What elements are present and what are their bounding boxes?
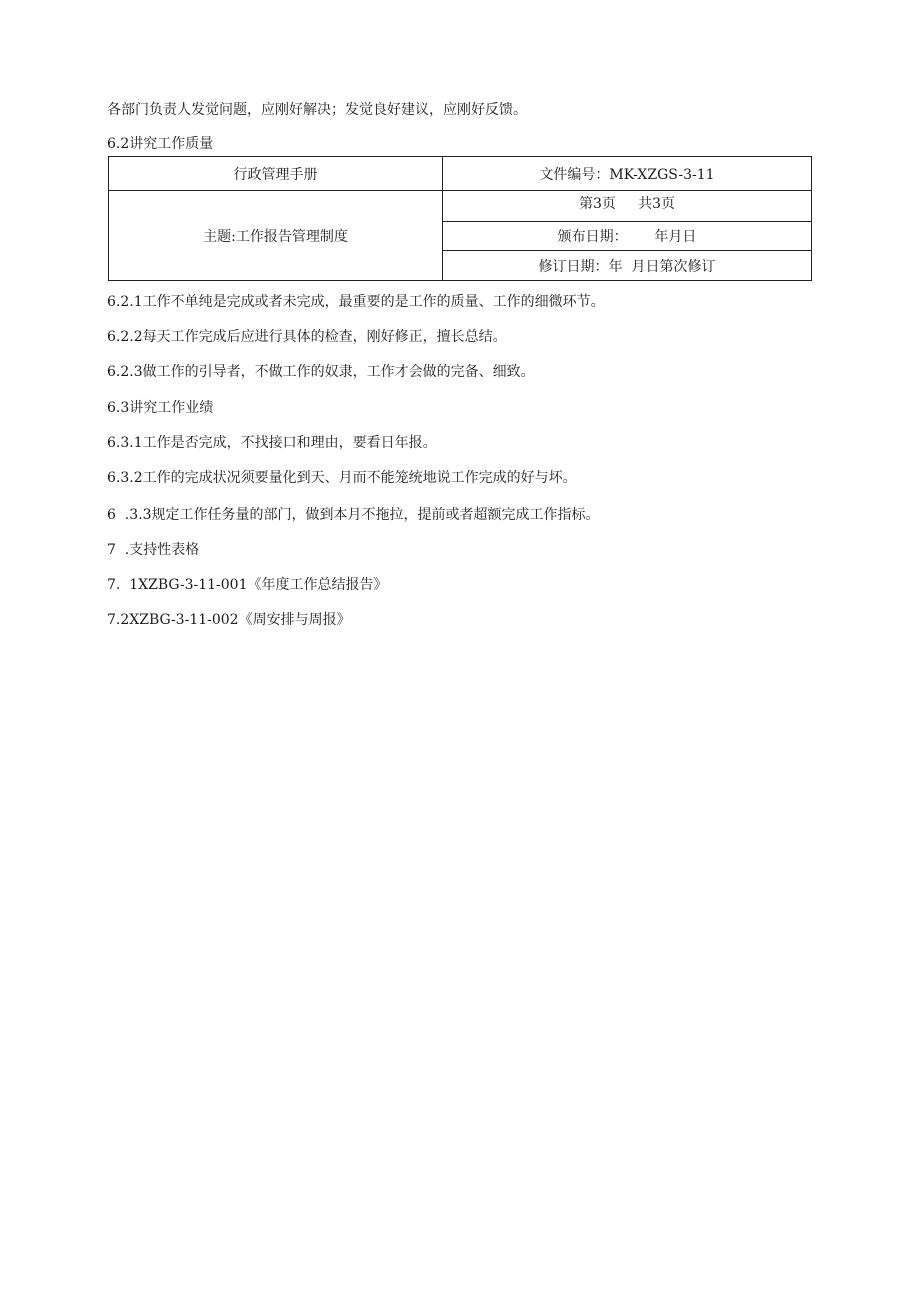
list-item: 6.3.1工作是否完成，不找接口和理由，要看日年报。 (107, 435, 437, 451)
list-item: 6.2.3做工作的引导者，不做工作的奴隶，工作才会做的完备、细致。 (107, 364, 535, 380)
section-heading-6-3: 6.3讲究工作业绩 (107, 400, 214, 416)
list-item: 6.3.2工作的完成状况须要量化到天、月而不能笼统地说工作完成的好与坏。 (107, 470, 577, 486)
intro-paragraph: 各部门负责人发觉问题，应刚好解决；发觉良好建议，应刚好反馈。 (107, 102, 527, 118)
issue-date: 颁布日期： 年月日 (443, 222, 812, 251)
list-item: 6 .3.3规定工作任务量的部门，做到本月不拖拉，提前或者超额完成工作指标。 (107, 507, 600, 523)
section-heading-7: 7 .支持性表格 (107, 542, 200, 558)
section-heading-6-2: 6.2讲究工作质量 (107, 136, 214, 152)
list-item: 6.2.2每天工作完成后应进行具体的检查，刚好修正，擅长总结。 (107, 329, 507, 345)
page-info: 第3页 共3页 (443, 191, 812, 222)
document-number: 文件编号：MK-XZGS-3-11 (443, 157, 812, 191)
manual-title: 行政管理手册 (109, 157, 443, 191)
list-item: 7.2XZBG-3-11-002《周安排与周报》 (107, 612, 351, 628)
revision-date: 修订日期：年 月日第次修订 (443, 251, 812, 281)
document-subject: 主题:工作报告管理制度 (109, 191, 443, 281)
list-item: 6.2.1工作不单纯是完成或者未完成，最重要的是工作的质量、工作的细微环节。 (107, 294, 605, 310)
document-header-table (108, 156, 812, 281)
list-item: 7. 1XZBG-3-11-001《年度工作总结报告》 (107, 577, 388, 593)
